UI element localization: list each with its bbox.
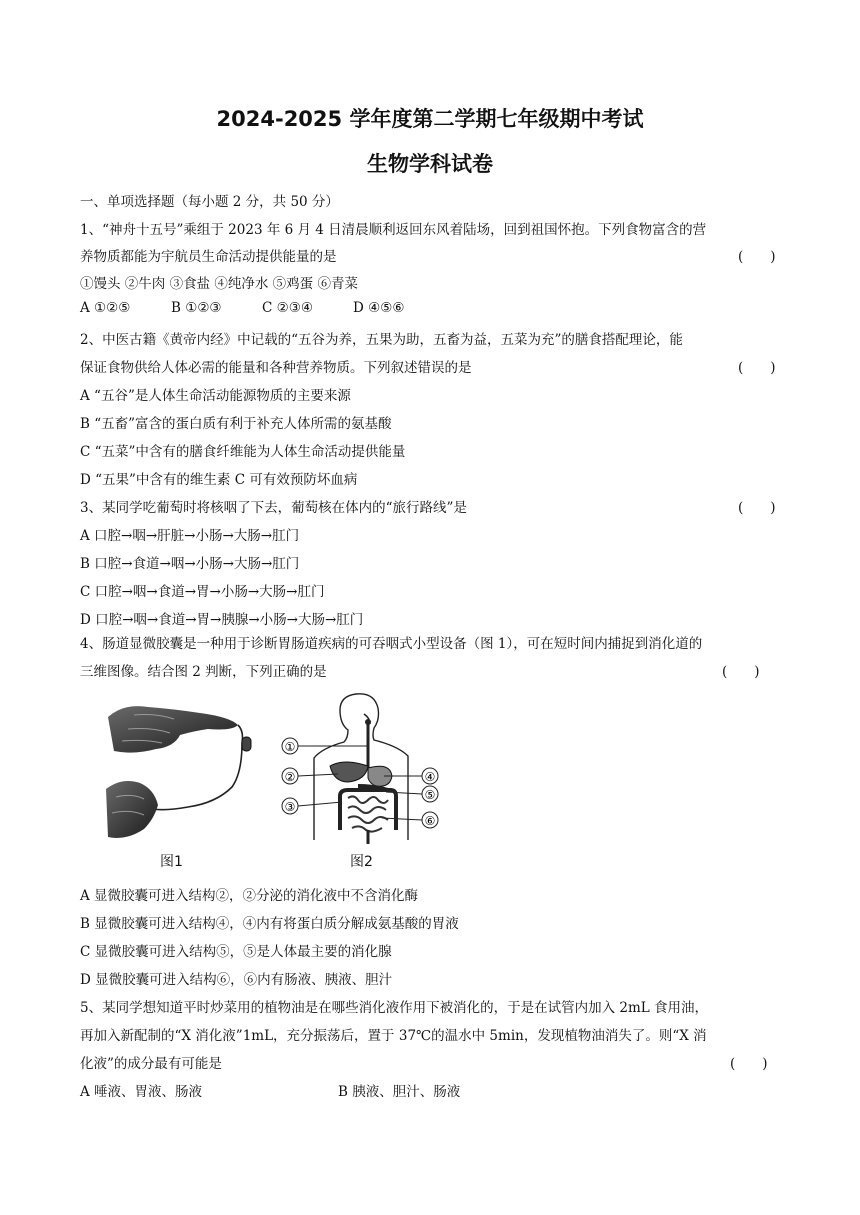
exam-subtitle: 生物学科试卷 bbox=[367, 152, 493, 176]
q2-option-b: B “五畜”富含的蛋白质有利于补充人体所需的氨基酸 bbox=[80, 416, 392, 432]
q5-stem-line-3: 化液”的成分最有可能是 bbox=[80, 1056, 222, 1072]
q3-option-b: B 口腔→食道→咽→小肠→大肠→肛门 bbox=[80, 556, 300, 572]
fig2-label-5: ⑤ bbox=[424, 788, 436, 802]
q5-stem-line-1: 5、某同学想知道平时炒菜用的植物油是在哪些消化液作用下被消化的，于是在试管内加入 2mL 食用油， bbox=[80, 1000, 709, 1016]
figure-1-capsule-photo bbox=[104, 695, 264, 845]
q4-stem-line-2: 三维图像。结合图 2 判断，下列正确的是 bbox=[80, 664, 327, 680]
q2-option-c: C “五菜”中含有的膳食纤维能为人体生命活动提供能量 bbox=[80, 444, 406, 460]
q1-option-d: D ④⑤⑥ bbox=[353, 300, 405, 316]
q4-option-d: D 显微胶囊可进入结构⑥，⑥内有肠液、胰液、胆汁 bbox=[80, 972, 393, 988]
q5-answer-blank[interactable]: ( ) bbox=[730, 1056, 768, 1072]
q4-answer-blank[interactable]: ( ) bbox=[722, 664, 760, 680]
q1-option-c: C ②③④ bbox=[262, 300, 313, 316]
q1-option-b: B ①②③ bbox=[171, 300, 222, 316]
fig2-label-6: ⑥ bbox=[424, 814, 436, 828]
figure-2-digestive-system-diagram bbox=[278, 690, 448, 846]
q2-option-a: A “五谷”是人体生命活动能源物质的主要来源 bbox=[80, 388, 351, 404]
q5-option-b: B 胰液、胆汁、肠液 bbox=[338, 1084, 461, 1100]
q3-option-c: C 口腔→咽→食道→胃→小肠→大肠→肛门 bbox=[80, 584, 325, 600]
q1-stem-line-1: 1、“神舟十五号”乘组于 2023 年 6 月 4 日清晨顺利返回东风着陆场，回到祖国怀抱。下列食物富含的营 bbox=[80, 222, 707, 238]
q1-stem-line-2: 养物质都能为宇航员生命活动提供能量的是 bbox=[80, 249, 337, 265]
fig2-label-1: ① bbox=[284, 740, 296, 754]
q1-items: ①馒头 ②牛肉 ③食盐 ④纯净水 ⑤鸡蛋 ⑥青菜 bbox=[80, 276, 358, 292]
q1-option-a: A ①②⑤ bbox=[80, 300, 131, 316]
fig2-label-3: ③ bbox=[284, 800, 296, 814]
q4-option-a: A 显微胶囊可进入结构②，②分泌的消化液中不含消化酶 bbox=[80, 888, 419, 904]
figure-1-caption: 图1 bbox=[160, 854, 183, 870]
q2-answer-blank[interactable]: ( ) bbox=[738, 360, 776, 376]
fig2-label-2: ② bbox=[284, 770, 296, 784]
q4-stem-line-1: 4、肠道显微胶囊是一种用于诊断胃肠道疾病的可吞咽式小型设备（图 1），可在短时间内捕捉到消化道的 bbox=[80, 636, 703, 652]
figure-2-caption: 图2 bbox=[350, 854, 373, 870]
q2-stem-line-1: 2、中医古籍《黄帝内经》中记载的“五谷为养，五果为助，五畜为益，五菜为充”的膳食搭配理论，能 bbox=[80, 332, 683, 348]
q1-answer-blank[interactable]: ( ) bbox=[738, 249, 776, 265]
q2-stem-line-2: 保证食物供给人体必需的能量和各种营养物质。下列叙述错误的是 bbox=[80, 360, 472, 376]
exam-title: 2024-2025 学年度第二学期七年级期中考试 bbox=[216, 107, 644, 131]
q4-option-b: B 显微胶囊可进入结构④，④内有将蛋白质分解成氨基酸的胃液 bbox=[80, 916, 459, 932]
q4-option-c: C 显微胶囊可进入结构⑤，⑤是人体最主要的消化腺 bbox=[80, 944, 392, 960]
q3-answer-blank[interactable]: ( ) bbox=[738, 500, 776, 516]
q5-stem-line-2: 再加入新配制的“X 消化液”1mL，充分振荡后，置于 37℃的温水中 5min，发现植物油消失了。则“X 消 bbox=[80, 1028, 707, 1044]
q3-option-d: D 口腔→咽→食道→胃→胰腺→小肠→大肠→肛门 bbox=[80, 612, 364, 628]
q3-stem: 3、某同学吃葡萄时将核咽了下去，葡萄核在体内的“旅行路线”是 bbox=[80, 500, 467, 516]
q2-option-d: D “五果”中含有的维生素 C 可有效预防坏血病 bbox=[80, 472, 358, 488]
q5-option-a: A 唾液、胃液、肠液 bbox=[80, 1084, 203, 1100]
q3-option-a: A 口腔→咽→肝脏→小肠→大肠→肛门 bbox=[80, 528, 300, 544]
fig2-label-4: ④ bbox=[424, 770, 436, 784]
section-heading: 一、单项选择题（每小题 2 分，共 50 分） bbox=[80, 194, 339, 210]
